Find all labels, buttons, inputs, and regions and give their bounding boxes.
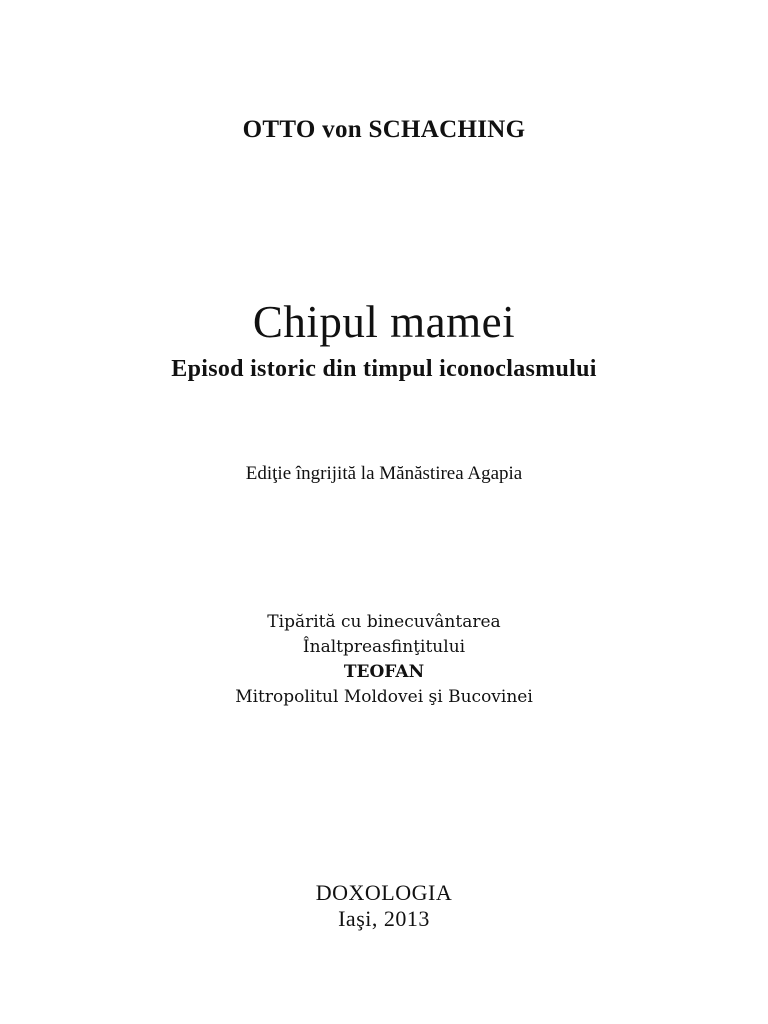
publisher-name: DOXOLOGIA [315, 880, 453, 905]
blessing-line-1: Tipărită cu binecuvântarea [267, 612, 501, 632]
blessing-line-2: Înaltpreasfinţitului [302, 637, 466, 657]
author-name: OTTO von SCHACHING [242, 116, 526, 143]
place-and-year: Iaşi, 2013 [338, 906, 430, 931]
blessing-line-4: Mitropolitul Moldovei şi Bucovinei [235, 687, 533, 707]
book-title: Chipul mamei [252, 297, 516, 347]
edition-note: Ediţie îngrijită la Mănăstirea Agapia [245, 463, 523, 484]
blessing-name: TEOFAN [343, 662, 425, 682]
book-subtitle: Episod istoric din timpul iconoclasmului [171, 356, 597, 382]
